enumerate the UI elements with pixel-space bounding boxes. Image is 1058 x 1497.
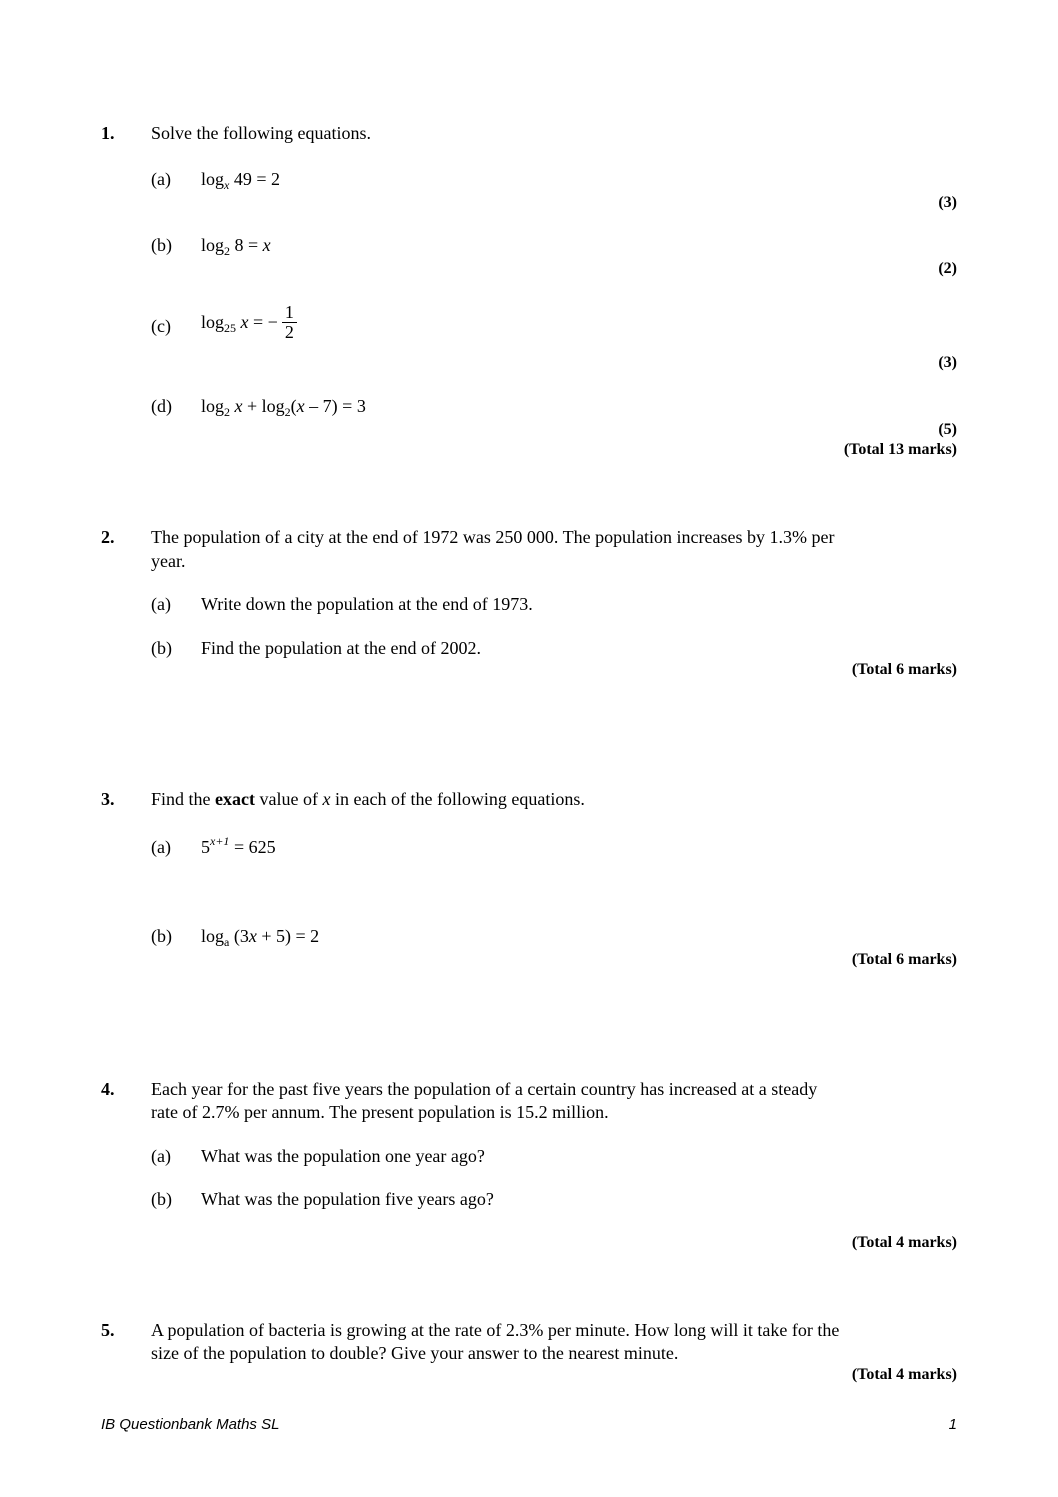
question-text: A population of bacteria is growing at the rate of 2.3% per minute. How long will it take for the [151,1320,840,1340]
part-label: (a) [151,169,171,189]
question-number: 5. [101,1320,115,1340]
question-text: year. [151,551,186,571]
part-label: (b) [151,926,172,946]
marks: (5) [938,421,957,438]
part-text: What was the population one year ago? [201,1146,485,1166]
page-number: 1 [948,1416,957,1433]
equation: $5^{x+1} = 625$ [201,834,276,857]
question-text: size of the population to double? Give your answer to the nearest minute. [151,1343,679,1363]
part-label: (b) [151,1189,172,1209]
part-label: (b) [151,638,172,658]
question-text: Each year for the past five years the population of a certain country has increased at a steady [151,1079,818,1099]
part-text: Find the population at the end of 2002. [201,638,481,658]
footer-title: IB Questionbank Maths SL [101,1416,280,1433]
part-label: (a) [151,594,171,614]
question-text: The population of a city at the end of 1972 was 250 000. The population increases by 1.3% per [151,527,835,547]
question-number: 2. [101,527,115,547]
total-marks: (Total 6 marks) [851,661,957,678]
question-text: Solve the following equations. [151,123,371,143]
equation: $\log_2 x + \log_2(x - 7) = 3$ [201,396,366,419]
equation: $\log_a (3x + 5) = 2$ [201,926,320,949]
equation: $\log_x 49 = 2$ [201,169,280,192]
equation: $\log_{25} x$ = − $\frac{1}{2}$ [201,303,297,342]
part-text: What was the population five years ago? [201,1189,494,1209]
equation: $\log_2 8 = x$ [201,235,271,258]
question-number: 3. [101,789,115,809]
question-text: rate of 2.7% per annum. The present population is 15.2 million. [151,1102,609,1122]
total-marks: (Total 4 marks) [851,1234,957,1251]
total-marks: (Total 4 marks) [851,1366,957,1383]
question-text: Find the exact value of x in each of the following equations. [151,789,585,809]
marks: (2) [938,260,957,277]
part-label: (d) [151,396,172,416]
total-marks: (Total 6 marks) [851,951,957,968]
question-number: 4. [101,1079,115,1099]
fraction: $\frac{1}{2}$ [282,303,297,342]
part-label: (b) [151,235,172,255]
part-label: (a) [151,1146,171,1166]
marks: (3) [938,194,957,211]
part-label: (c) [151,316,171,336]
total-marks: (Total 13 marks) [843,441,957,458]
marks: (3) [938,354,957,371]
question-number: 1. [101,123,115,143]
part-label: (a) [151,837,171,857]
part-text: Write down the population at the end of 1973. [201,594,533,614]
